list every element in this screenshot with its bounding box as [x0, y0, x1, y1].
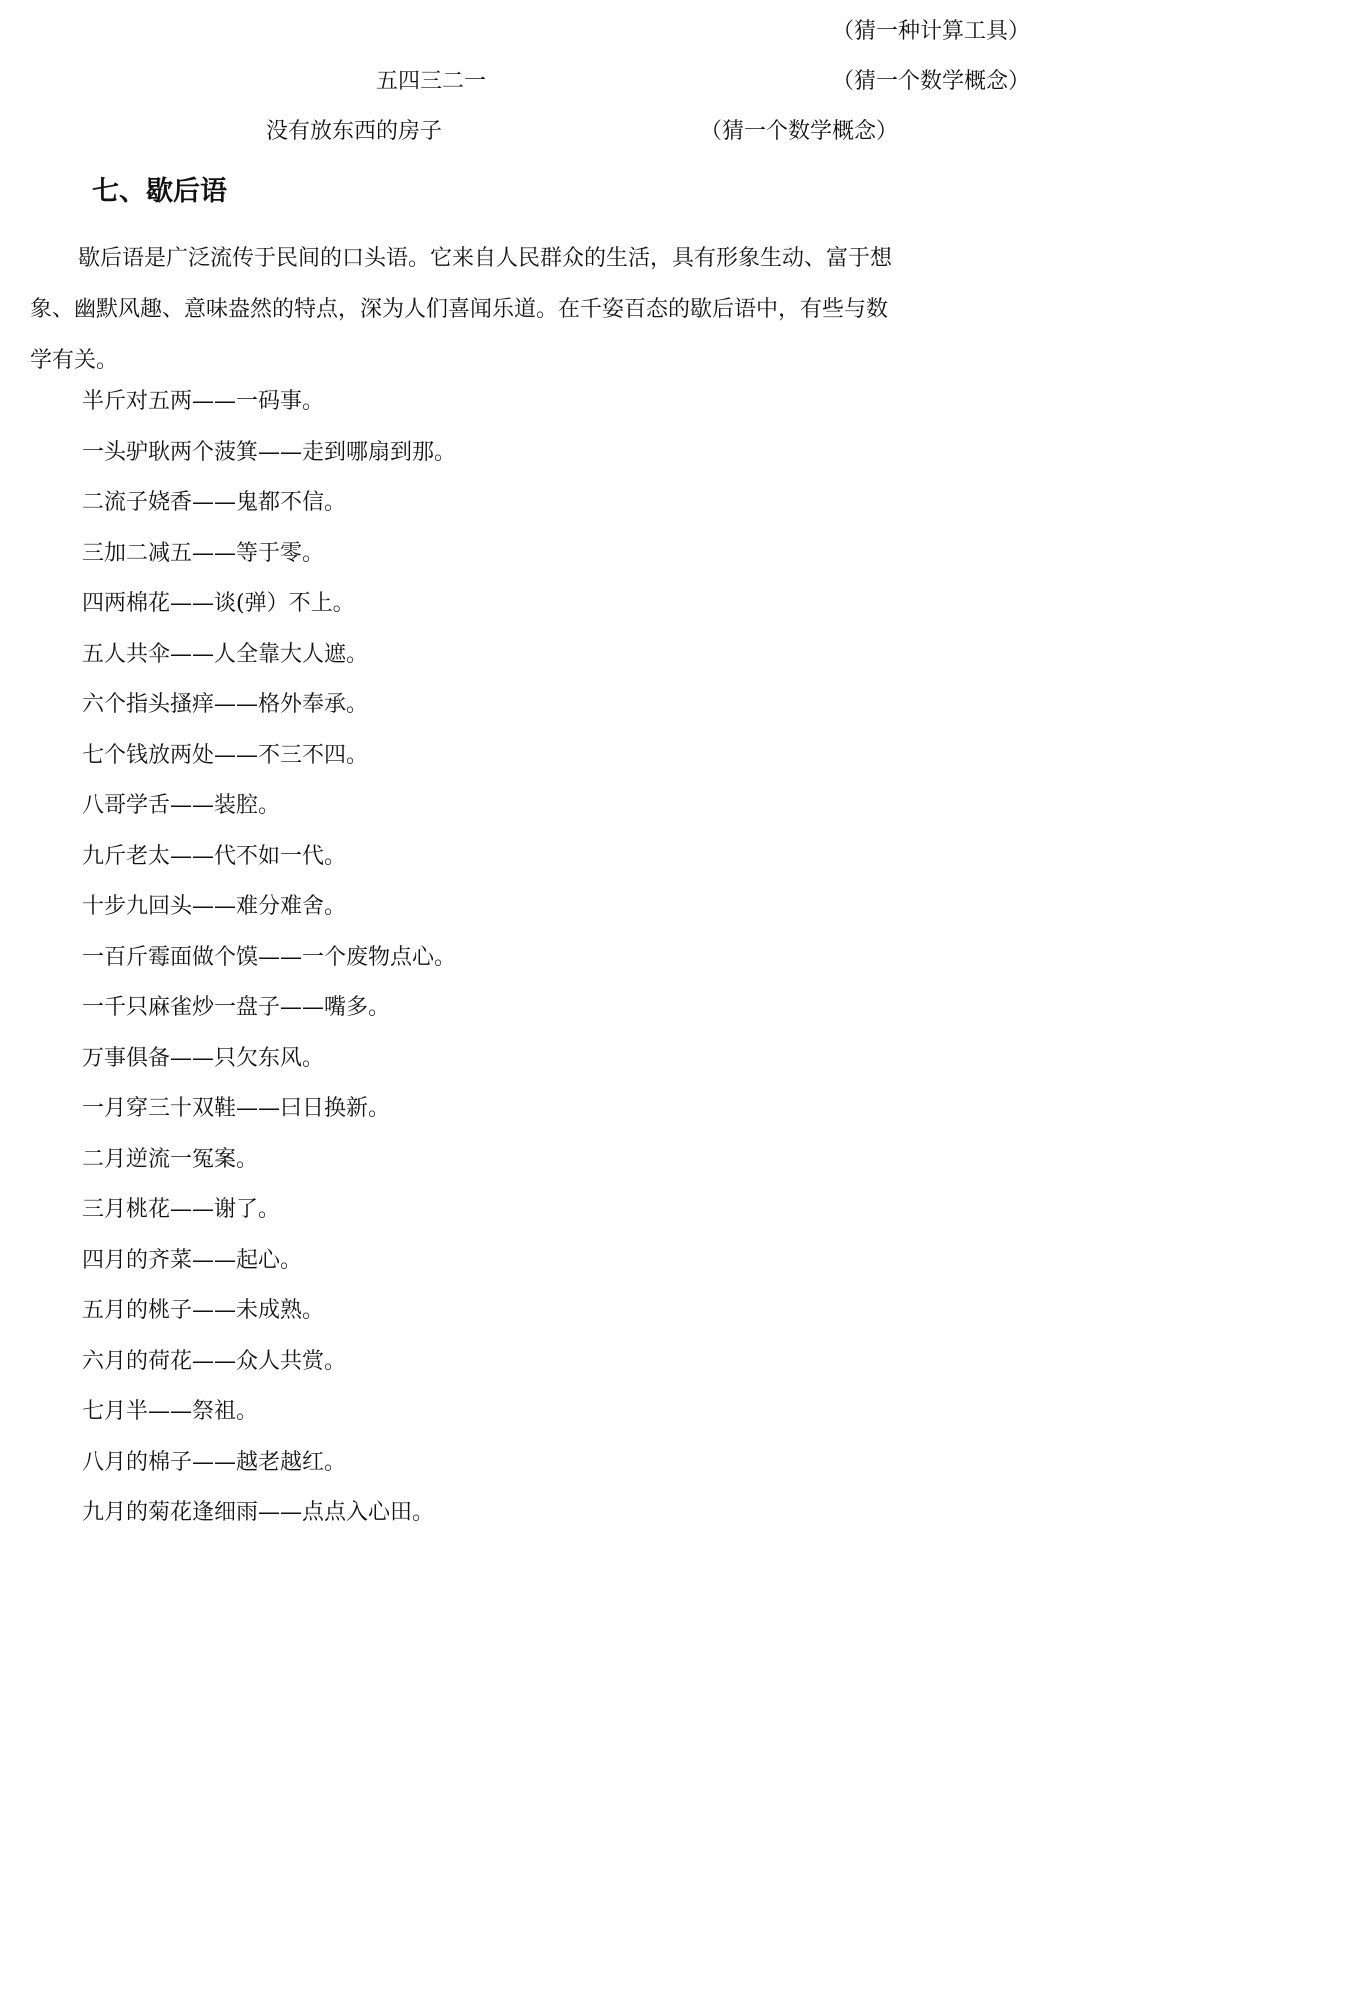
riddle-question-2: 五四三二一	[376, 69, 487, 94]
list-item: 六个指头搔痒——格外奉承。	[82, 692, 369, 717]
list-item: 四两棉花——谈(弹）不上。	[82, 591, 355, 616]
list-item: 一千只麻雀炒一盘子——嘴多。	[82, 995, 391, 1020]
intro-line: 象、幽默风趣、意味盎然的特点，深为人们喜闻乐道。在千姿百态的歇后语中，有些与数	[30, 297, 889, 322]
list-item: 三月桃花——谢了。	[82, 1197, 281, 1222]
xiehouyu-list	[82, 388, 456, 1550]
riddle-question-3: 没有放东西的房子	[266, 119, 443, 144]
list-item: 一月穿三十双鞋——曰日换新。	[82, 1096, 391, 1121]
list-item: 七个钱放两处——不三不四。	[82, 742, 369, 768]
list-item: 二月逆流一冤案。	[82, 1146, 259, 1172]
intro-line: 歇后语是广泛流传于民间的口头语。它来自人民群众的生活，具有形象生动、富于想	[78, 246, 893, 271]
riddle-hint-3: （猜一个数学概念）	[700, 119, 899, 144]
list-item: 三加二减五——等于零。	[82, 540, 325, 566]
list-item: 五人共伞——人全靠大人遮。	[82, 641, 369, 667]
list-item: 九月的菊花逢细雨——点点入心田。	[82, 1500, 435, 1525]
list-item: 九斤老太——代不如一代。	[82, 843, 347, 869]
list-item: 十步九回头——难分难舍。	[82, 894, 347, 919]
list-item: 万事俱备——只欠东风。	[82, 1045, 325, 1071]
list-item: 八月的棉子——越老越红。	[82, 1449, 347, 1475]
riddle-hint-1: （猜一种计算工具）	[831, 19, 1030, 44]
list-item: 四月的齐菜——起心。	[82, 1247, 303, 1273]
list-item: 五月的桃子——未成熟。	[82, 1298, 325, 1323]
section-heading: 七、歇后语	[92, 176, 227, 207]
list-item: 六月的荷花——众人共赏。	[82, 1348, 347, 1374]
intro-line: 学有关。	[30, 348, 119, 373]
list-item: 半斤对五两——一码事。	[82, 389, 325, 414]
intro-paragraph	[30, 233, 1038, 386]
list-item: 一头驴耿两个菠箕——走到哪扇到那。	[82, 439, 457, 465]
list-item: 一百斤霉面做个馍——一个废物点心。	[82, 944, 457, 970]
riddle-hint-2: （猜一个数学概念）	[831, 69, 1030, 94]
list-item: 二流子娆香——鬼都不信。	[82, 490, 347, 515]
list-item: 八哥学舌——装腔。	[82, 793, 281, 818]
list-item: 七月半——祭祖。	[82, 1399, 259, 1424]
